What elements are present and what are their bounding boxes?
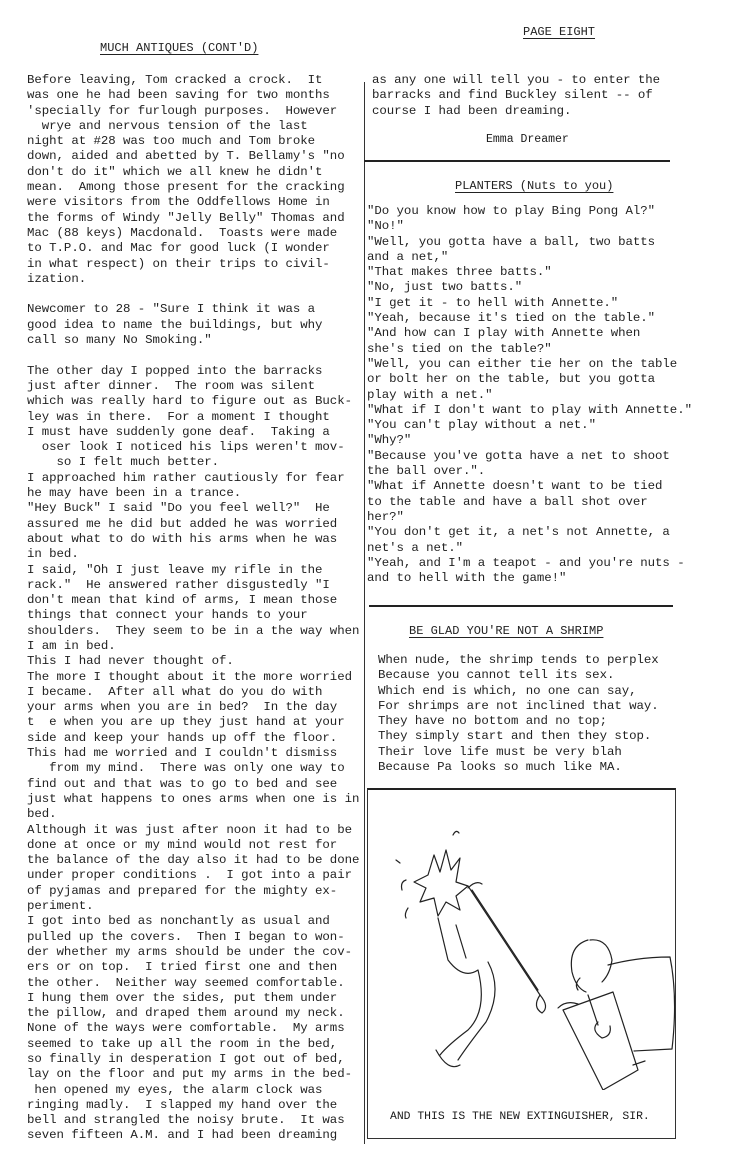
text-line: ization. — [27, 271, 87, 286]
cartoon-caption: AND THIS IS THE NEW EXTINGUISHER, SIR. — [390, 1111, 650, 1123]
text-line: "No, just two batts." — [367, 280, 523, 295]
text-line: of pyjamas and prepared for the mighty ex- — [27, 883, 338, 898]
text-line: about what to do with his arms when he was — [27, 531, 338, 546]
text-line: t e when you are up they just hand at your — [27, 715, 345, 730]
text-line: bell and strangled the noisy brute. It was — [27, 1113, 345, 1128]
text-line: to T.P.O. and Mac for good luck (I wonder — [27, 241, 330, 256]
text-line: as any one will tell you - to enter the — [372, 73, 661, 87]
text-line: None of the ways were comfortable. My arms — [27, 1021, 345, 1036]
text-line: "Yeah, and I'm a teapot - and you're nuts - — [367, 555, 685, 570]
text-line: the balance of the day also it had to be done — [27, 853, 360, 868]
text-line: hen opened my eyes, the alarm clock was — [27, 1082, 323, 1097]
text-line: things that connect your hands to your — [27, 608, 308, 623]
page-number-label: PAGE EIGHT — [523, 25, 596, 39]
text-line: ers or on top. I tried first one and then — [27, 960, 338, 975]
paragraph-newcomer — [27, 302, 362, 348]
text-line: Although it was just after noon it had to be — [27, 822, 352, 837]
text-line: 'specially for furlough purposes. However — [27, 103, 338, 118]
text-line: so finally in desperation I got out of bed, — [27, 1052, 345, 1066]
text-line: "Hey Buck" I said "Do you feel well?" He — [27, 501, 330, 516]
text-line: Newcomer to 28 - "Sure I think it was a — [27, 302, 316, 317]
text-line: I must have suddenly gone deaf. Taking a — [27, 424, 330, 439]
text-line: the ball over.". — [367, 464, 486, 479]
text-line: pulled up the covers. Then I began to won- — [27, 929, 345, 944]
text-line: Which end is which, no one can say, — [378, 683, 637, 698]
planters-title: PLANTERS (Nuts to you) — [455, 179, 614, 193]
text-line: ringing madly. I slapped my hand over the — [27, 1097, 338, 1112]
text-line: the forms of Windy "Jelly Belly" Thomas and — [27, 210, 345, 225]
text-line: "No!" — [367, 219, 404, 234]
text-line: and to hell with the game!" — [367, 571, 567, 586]
text-line: I hung them over the sides, put them under — [27, 990, 338, 1005]
text-line: "What if I don't want to play with Annette." — [367, 402, 692, 417]
column-divider — [364, 82, 365, 1144]
text-line: Because Pa looks so much like MA. — [378, 760, 622, 775]
text-line: I got into bed as nonchantly as usual and — [27, 914, 330, 929]
text-line: under proper conditions . I got into a pair — [27, 868, 352, 883]
text-line: just what happens to ones arms when one is in — [27, 791, 360, 806]
text-line: I said, "Oh I just leave my rifle in the — [27, 562, 323, 577]
text-line: night at #28 was too much and Tom broke — [27, 134, 316, 149]
text-line: the pillow, and draped them around my neck. — [27, 1006, 345, 1021]
text-line: "You don't get it, a net's not Annette, a — [367, 525, 670, 540]
paragraph-barracks — [27, 364, 362, 1144]
text-line: or bolt her on the table, but you gotta — [367, 372, 656, 387]
text-line: he may have been in a trance. — [27, 486, 242, 501]
text-line: "And how can I play with Annette when — [367, 326, 641, 341]
text-line: seven fifteen A.M. and I had been dreaming — [27, 1128, 338, 1143]
text-line: periment. — [27, 899, 94, 914]
text-line: mean. Among those present for the cracking — [27, 180, 345, 195]
burning-arm — [436, 918, 495, 1067]
article-title: MUCH ANTIQUES (CONT'D) — [100, 41, 259, 55]
text-line: rack." He answered rather disgustedly "I — [27, 577, 330, 592]
text-line: assured me he did but added he was worried — [27, 516, 338, 531]
text-line: just after dinner. The room was silent — [27, 378, 316, 393]
text-line: oser look I noticed his lips weren't mov- — [27, 440, 345, 455]
text-line: Because you cannot tell its sex. — [378, 668, 615, 683]
text-line: which was really hard to figure out as Buck- — [27, 394, 352, 409]
text-line: "That makes three batts." — [367, 265, 552, 280]
text-line: course I had been dreaming. — [372, 103, 572, 118]
text-line: find out and that was to go to bed and see — [27, 776, 338, 791]
text-line: der whether my arms should be under the cov- — [27, 944, 352, 959]
text-line: your arms when you are in bed? In the day — [27, 700, 338, 715]
text-line: The more I thought about it the more worried — [27, 669, 352, 684]
text-line: don't do it" which we all knew he didn't — [27, 164, 323, 179]
text-line: the other. Neither way seemed comfortable. — [27, 975, 345, 990]
text-line: "Well, you gotta have a ball, two batts — [367, 234, 656, 249]
text-line: I am in bed. — [27, 638, 116, 653]
left-column-article — [27, 73, 362, 1144]
text-line: "I get it - to hell with Annette." — [367, 295, 619, 310]
text-line: "Because you've gotta have a net to shoot — [367, 448, 670, 463]
text-line: she's tied on the table?" — [367, 341, 552, 356]
cartoon-panel — [367, 788, 676, 1139]
text-line: so I felt much better. — [27, 455, 220, 470]
shrimp-poem-title: BE GLAD YOU'RE NOT A SHRIMP — [409, 624, 604, 638]
text-line: and a net," — [367, 249, 449, 264]
text-line: ley was in there. For a moment I thought — [27, 409, 330, 424]
section-rule — [364, 160, 670, 162]
section-rule — [369, 605, 673, 607]
text-line: done at once or my mind would not rest for — [27, 837, 338, 852]
text-line: Their love life must be very blah — [378, 744, 622, 759]
text-line: in what respect) on their trips to civil- — [27, 256, 330, 271]
extinguisher-spray — [468, 886, 546, 1013]
text-line: For shrimps are not inclined that way. — [378, 698, 659, 713]
text-line: "What if Annette doesn't want to be tied — [367, 479, 663, 494]
text-line: wrye and nervous tension of the last — [27, 118, 308, 133]
author-signature: Emma Dreamer — [486, 133, 569, 146]
text-line: to the table and have a ball shot over — [367, 494, 648, 509]
text-line: When nude, the shrimp tends to perplex — [378, 653, 659, 667]
text-line: They simply start and then they stop. — [378, 729, 652, 744]
text-line: in bed. — [27, 547, 79, 562]
text-line: side and keep your hands up off the floor. — [27, 730, 338, 745]
article-continuation — [372, 73, 660, 119]
flame-burst — [396, 831, 482, 918]
text-line: The other day I popped into the barracks — [27, 363, 323, 378]
text-line: This had me worried and I couldn't dismiss — [27, 746, 338, 761]
text-line: I became. After all what do you do with — [27, 684, 323, 699]
man-with-extinguisher — [558, 940, 675, 1090]
cartoon-illustration — [368, 790, 675, 1090]
planters-dialogue — [367, 204, 692, 586]
text-line: "Do you know how to play Bing Pong Al?" — [367, 204, 656, 218]
text-line: seemed to take up all the room in the bed, — [27, 1036, 338, 1051]
text-line: lay on the floor and put my arms in the bed- — [27, 1067, 352, 1082]
text-line: I approached him rather cautiously for fear — [27, 470, 345, 485]
text-line: Mac (88 keys) Macdonald. Toasts were made — [27, 225, 338, 240]
text-line: They have no bottom and no top; — [378, 714, 607, 729]
text-line: her?" — [367, 509, 404, 524]
text-line: good idea to name the buildings, but why — [27, 317, 323, 332]
text-line: call so many No Smoking." — [27, 333, 212, 348]
text-line: were visitors from the Oddfellows Home in — [27, 195, 330, 210]
text-line: "You can't play without a net." — [367, 418, 596, 433]
text-line: Before leaving, Tom cracked a crock. It — [27, 73, 323, 87]
text-line: was one he had been saving for two months — [27, 88, 330, 103]
text-line: "Well, you can either tie her on the table — [367, 356, 678, 371]
text-line: net's a net." — [367, 540, 464, 555]
text-line: play with a net." — [367, 387, 493, 402]
text-line: from my mind. There was only one way to — [27, 761, 345, 776]
paragraph-crock — [27, 73, 362, 287]
text-line: down, aided and abetted by T. Bellamy's "no — [27, 149, 345, 164]
text-line: bed. — [27, 807, 57, 822]
text-line: This I had never thought of. — [27, 654, 234, 669]
text-line: barracks and find Buckley silent -- of — [372, 88, 653, 103]
text-line: don't mean that kind of arms, I mean those — [27, 593, 338, 608]
text-line: "Why?" — [367, 433, 412, 448]
shrimp-poem — [378, 653, 659, 775]
text-line: "Yeah, because it's tied on the table." — [367, 311, 656, 326]
text-line: shoulders. They seem to be in a the way when — [27, 623, 360, 638]
